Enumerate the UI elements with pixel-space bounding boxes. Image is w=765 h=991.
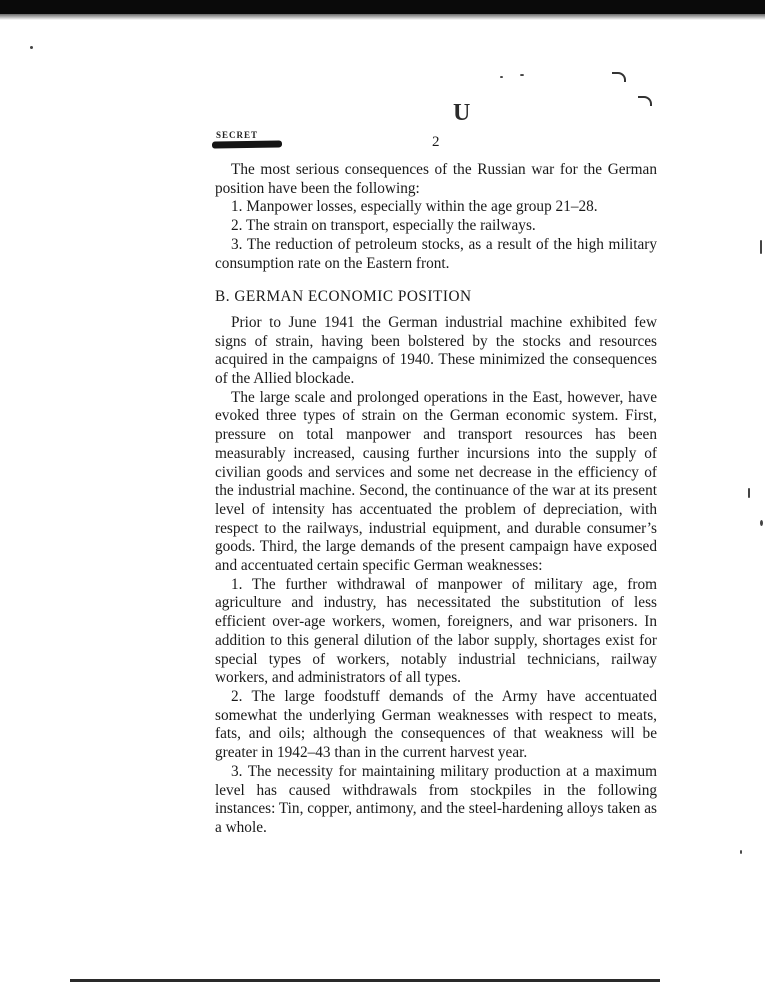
- section-b-heading: B. GERMAN ECONOMIC POSITION: [215, 288, 472, 306]
- scan-speck: [740, 850, 742, 854]
- stamp-fragment: U: [453, 100, 472, 126]
- scan-speck: [760, 240, 762, 254]
- document-body: [215, 161, 657, 838]
- scan-top-shadow: [0, 14, 765, 20]
- stamp-curl-mark: [638, 96, 652, 106]
- section-a-intro: The most serious consequences of the Russian war for the German position have been the following:: [215, 161, 657, 197]
- section-a-item-2: 2. The strain on transport, especially the railways.: [231, 217, 536, 235]
- scan-speck: [748, 488, 750, 498]
- scan-speck: [30, 46, 33, 49]
- classification-marking: SECRET: [216, 130, 259, 140]
- section-b-item-2: 2. The large foodstuff demands of the Army have accentuated somewhat the underlying German weaknesses with respect to meats, fats, and oils; although the consequences of that weakness will be greater in 1942–43 than in the current harvest year.: [215, 687, 657, 762]
- section-b-paragraph-1: Prior to June 1941 the German industrial machine exhibited few signs of strain, having been bolstered by the stocks and resources acquired in the campaigns of 1940. These minimized the consequences of the Allied blockade.: [215, 313, 657, 388]
- scan-speck: [760, 520, 763, 526]
- section-b-item-3: 3. The necessity for maintaining military production at a maximum level has caused withdrawals from stockpiles in the following instances: Tin, copper, antimony, and the steel-hardening alloys taken as a whole.: [215, 762, 657, 836]
- section-a-item-3: 3. The reduction of petroleum stocks, as a result of the high military consumption rate on the Eastern front.: [215, 235, 657, 272]
- scan-top-border: [0, 0, 765, 14]
- scan-bottom-border: [70, 979, 660, 982]
- classification-redaction-bar: [212, 140, 282, 148]
- section-a-item-1: 1. Manpower losses, especially within the age group 21–28.: [231, 198, 598, 216]
- page-number: 2: [432, 134, 440, 150]
- section-b-item-1: 1. The further withdrawal of manpower of military age, from agriculture and industry, has necessitated the substitution of less efficient over-age workers, women, foreigners, and war prisoners. In addition to this general dilution of the labor supply, shortages exist for special types of workers, notably industrial technicians, railway workers, and administrators of all types.: [215, 575, 657, 687]
- scan-speck: [500, 76, 503, 78]
- stamp-curl-mark: [612, 72, 626, 82]
- section-b-paragraph-2: The large scale and prolonged operations in the East, however, have evoked three types of strain on the German economic system. First, pressure on total manpower and transport resources has been measurably increased, causing further incursions into the supply of civilian goods and services and some net decrease in the efficiency of the industrial machine. Second, the continuance of the war at its present level of intensity has accentuated the problem of depreciation, with respect to the railways, industrial equipment, and durable consumer’s goods. Third, the large demands of the present campaign have exposed and accentuated certain specific German weaknesses:: [215, 388, 657, 575]
- scan-speck: [520, 74, 524, 76]
